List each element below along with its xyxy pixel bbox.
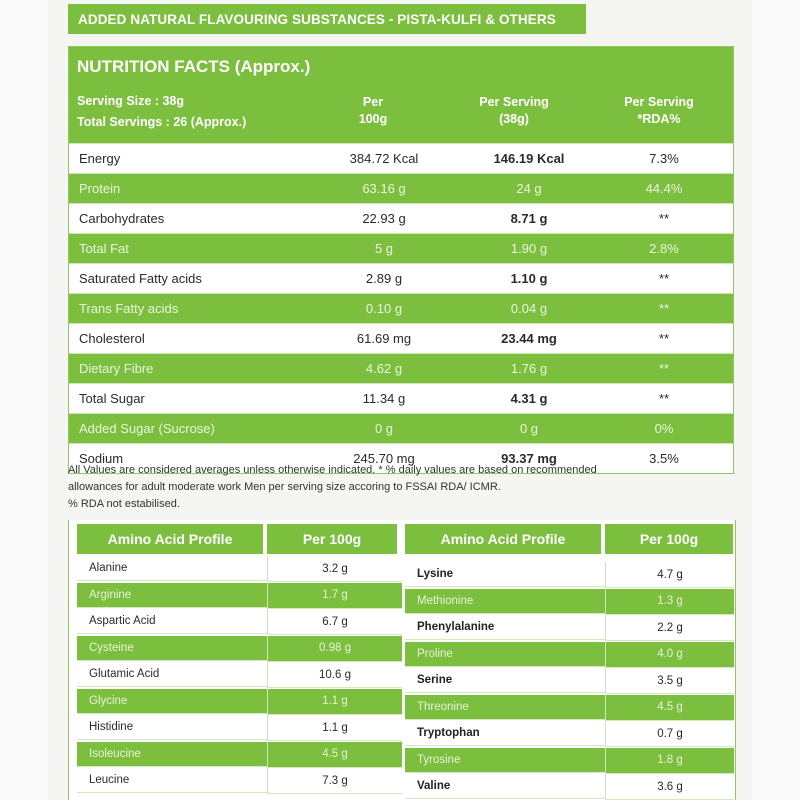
amino-acid-value: 4.0 g — [605, 642, 734, 668]
value-rda: ** — [658, 271, 670, 286]
value-per-100g: 0.10 g — [365, 301, 403, 316]
nutrient-label: Added Sugar (Sucrose) — [79, 421, 215, 436]
value-per-serving: 1.76 g — [510, 361, 548, 376]
value-per-serving: 146.19 Kcal — [493, 151, 565, 166]
nutrient-label: Protein — [79, 181, 121, 196]
serving-info — [77, 91, 246, 133]
value-per-serving: 24 g — [516, 181, 542, 196]
amino-acid-value: 0.7 g — [605, 721, 734, 747]
amino-acid-name: Isoleucine — [77, 742, 267, 767]
col-head-per-serving-line1: Per Serving — [479, 95, 549, 109]
col-head-rda-line2: *RDA% — [637, 112, 681, 126]
amino-acid-name: Leucine — [77, 768, 267, 793]
value-rda: 0% — [654, 421, 674, 436]
nutrition-row — [69, 143, 733, 173]
col-head-rda — [609, 94, 709, 128]
nutrition-row — [69, 293, 733, 323]
amino-acid-value: 1.8 g — [605, 748, 734, 774]
footnote-line-1: All Values are considered averages unless otherwise indicated. * % daily values are based on recommended — [68, 464, 597, 476]
nutrition-row — [69, 323, 733, 353]
value-per-serving: 0 g — [519, 421, 539, 436]
nutrient-label: Carbohydrates — [79, 211, 165, 226]
value-per-100g: 22.93 g — [362, 211, 406, 226]
amino-head-per100-right: Per 100g — [605, 524, 733, 554]
amino-acid-value: 1.7 g — [267, 583, 402, 609]
amino-acid-value: 4.5 g — [267, 742, 402, 768]
amino-acid-value: 10.6 g — [267, 662, 402, 688]
amino-acid-table — [68, 520, 736, 800]
value-per-100g: 4.62 g — [365, 361, 403, 376]
amino-acid-name: Tryptophan — [405, 721, 605, 746]
amino-acid-value: 6.7 g — [267, 609, 402, 635]
col-head-rda-line1: Per Serving — [624, 95, 694, 109]
amino-acid-name: Arginine — [77, 583, 267, 608]
nutrition-facts-table — [68, 46, 734, 474]
amino-acid-name: Alanine — [77, 556, 267, 581]
value-per-100g: 2.89 g — [365, 271, 403, 286]
amino-acid-value: 1.1 g — [267, 715, 402, 741]
amino-acid-value: 1.3 g — [605, 589, 734, 615]
value-per-100g: 384.72 Kcal — [349, 151, 419, 166]
nutrition-row — [69, 353, 733, 383]
value-per-serving: 93.37 mg — [501, 451, 557, 466]
amino-acid-name: Serine — [405, 668, 605, 693]
amino-acid-value: 7.3 g — [267, 768, 402, 794]
amino-acid-value: 2.2 g — [605, 615, 734, 641]
amino-head-profile-right: Amino Acid Profile — [405, 524, 601, 554]
amino-acid-name: Proline — [405, 642, 605, 667]
page-margin-left — [0, 0, 48, 800]
value-per-serving: 1.10 g — [510, 271, 548, 286]
amino-acid-name: Glycine — [77, 689, 267, 714]
value-per-serving: 8.71 g — [510, 211, 548, 226]
nutrient-label: Total Sugar — [79, 391, 145, 406]
flavour-banner: ADDED NATURAL FLAVOURING SUBSTANCES - PISTA-KULFI & OTHERS — [68, 4, 586, 34]
nutrient-label: Dietary Fibre — [79, 361, 154, 376]
amino-acid-name: Aspartic Acid — [77, 609, 267, 634]
footnote-line-2: allowances for adult moderate work Men per serving size accoring to FSSAI RDA/ ICMR. — [68, 481, 501, 493]
value-rda: 2.8% — [649, 241, 679, 256]
amino-acid-value: 3.5 g — [605, 668, 734, 694]
nutrition-row — [69, 263, 733, 293]
nutrition-row — [69, 173, 733, 203]
amino-acid-value: 3.2 g — [267, 556, 402, 582]
value-per-100g: 11.34 g — [362, 391, 406, 406]
value-per-100g: 5 g — [374, 241, 394, 256]
value-per-serving: 1.90 g — [510, 241, 548, 256]
page-margin-right — [752, 0, 800, 800]
amino-acid-name: Methionine — [405, 589, 605, 614]
amino-acid-value: 0.98 g — [267, 636, 402, 662]
amino-acid-name: Cysteine — [77, 636, 267, 661]
value-rda: ** — [658, 391, 670, 406]
amino-acid-name: Glutamic Acid — [77, 662, 267, 687]
nutrient-label: Cholesterol — [79, 331, 145, 346]
amino-head-per100-left: Per 100g — [267, 524, 397, 554]
nutrient-label: Sodium — [79, 451, 124, 466]
nutrition-row — [69, 233, 733, 263]
nutrition-row — [69, 383, 733, 413]
value-rda: ** — [658, 301, 670, 316]
amino-acid-value: 4.7 g — [605, 562, 734, 588]
value-rda: 3.5% — [649, 451, 679, 466]
value-per-100g: 245.70 mg — [353, 451, 415, 466]
nutrition-header — [69, 47, 733, 143]
footnote — [68, 462, 708, 513]
amino-acid-value: 1.1 g — [267, 689, 402, 715]
total-servings: Total Servings : 26 (Approx.) — [77, 115, 247, 129]
amino-acid-name: Tyrosine — [405, 748, 605, 773]
value-rda: ** — [658, 211, 670, 226]
footnote-line-3: % RDA not estabilised. — [68, 498, 180, 510]
value-rda: ** — [658, 361, 670, 376]
value-per-serving: 0.04 g — [510, 301, 548, 316]
amino-acid-value: 4.5 g — [605, 695, 734, 721]
value-per-100g: 0 g — [374, 421, 394, 436]
col-head-per-100g-line2: 100g — [358, 112, 388, 126]
nutrition-row — [69, 203, 733, 233]
nutrition-row — [69, 413, 733, 443]
value-per-100g: 61.69 mg — [356, 331, 412, 346]
nutrient-label: Energy — [79, 151, 121, 166]
col-head-per-serving-line2: (38g) — [499, 112, 529, 126]
value-per-serving: 23.44 mg — [501, 331, 557, 346]
nutrition-rows — [69, 143, 733, 473]
nutrient-label: Saturated Fatty acids — [79, 271, 202, 286]
value-rda: 44.4% — [645, 181, 683, 196]
amino-acid-name: Threonine — [405, 695, 605, 720]
col-head-per-100g-line1: Per — [362, 95, 384, 109]
nutrition-title: NUTRITION FACTS (Approx.) — [77, 57, 311, 76]
amino-acid-name: Lysine — [405, 562, 605, 587]
amino-acid-name: Phenylalanine — [405, 615, 605, 640]
col-head-per-100g — [329, 94, 417, 128]
value-rda: 7.3% — [649, 151, 679, 166]
nutrient-label: Total Fat — [79, 241, 129, 256]
amino-acid-value: 3.6 g — [605, 774, 734, 800]
value-rda: ** — [658, 331, 670, 346]
amino-acid-name: Histidine — [77, 715, 267, 740]
nutrient-label: Trans Fatty acids — [79, 301, 179, 316]
amino-head-profile-left: Amino Acid Profile — [77, 524, 263, 554]
value-per-100g: 63.16 g — [362, 181, 406, 196]
value-per-serving: 4.31 g — [510, 391, 548, 406]
serving-size: Serving Size : 38g — [77, 94, 184, 108]
col-head-per-serving — [459, 94, 569, 128]
amino-acid-name: Valine — [405, 774, 605, 799]
